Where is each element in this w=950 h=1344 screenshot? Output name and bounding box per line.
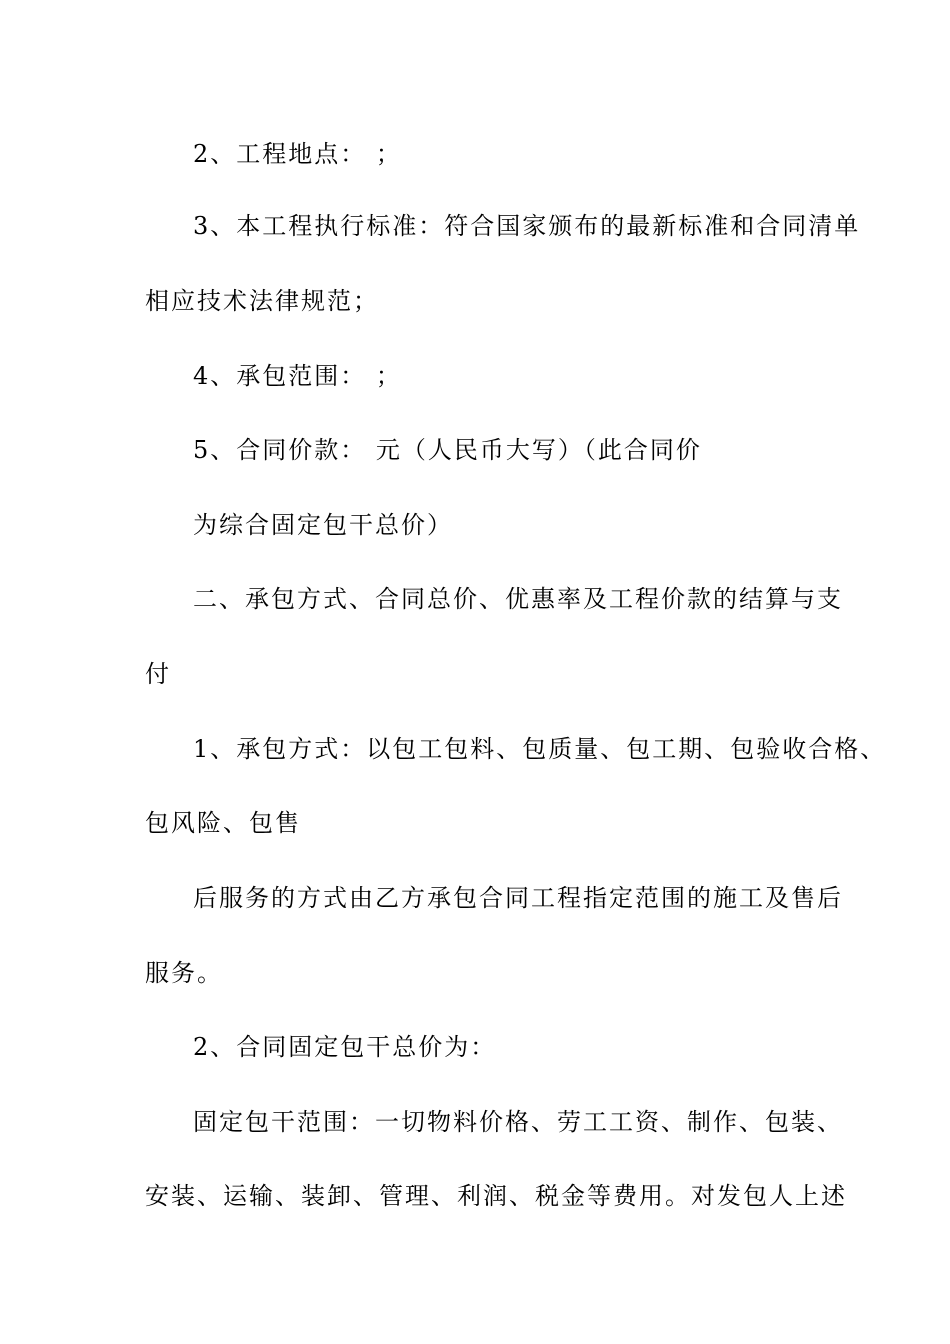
text-line: 服务。 <box>145 959 223 987</box>
text-line: 相应技术法律规范； <box>145 287 379 315</box>
text-line: 二、承包方式、合同总价、优惠率及工程价款的结算与支 <box>193 585 843 613</box>
text-line: 包风险、包售 <box>145 809 301 837</box>
text-line: 3、本工程执行标准：符合国家颁布的最新标准和合同清单 <box>193 212 861 240</box>
text-line: 固定包干范围：一切物料价格、劳工工资、制作、包装、 <box>193 1108 843 1136</box>
text-line: 2、工程地点： ； <box>193 140 402 168</box>
text-line: 为综合固定包干总价） <box>193 511 453 539</box>
text-line: 1、承包方式：以包工包料、包质量、包工期、包验收合格、 <box>193 735 887 763</box>
text-line: 后服务的方式由乙方承包合同工程指定范围的施工及售后 <box>193 884 843 912</box>
text-line: 2、合同固定包干总价为： <box>193 1033 497 1061</box>
text-line: 付 <box>145 660 171 688</box>
text-line: 安装、运输、装卸、管理、利润、税金等费用。对发包人上述 <box>145 1182 847 1210</box>
text-line: 5、合同价款： 元（人民币大写）（此合同价 <box>193 436 702 464</box>
text-line: 4、承包范围： ； <box>193 362 402 390</box>
